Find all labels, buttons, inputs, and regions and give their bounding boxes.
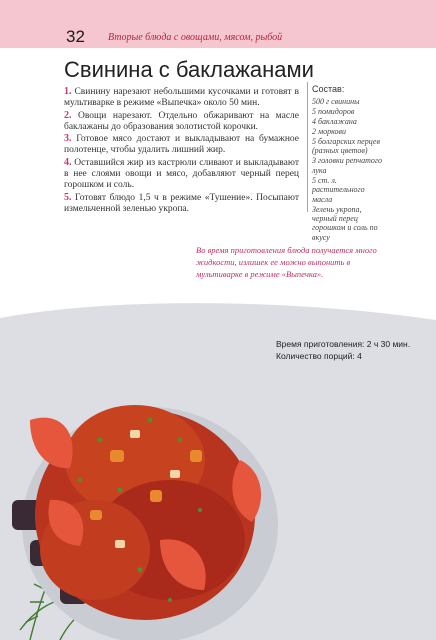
ingredients-divider bbox=[307, 82, 308, 212]
step-item bbox=[64, 86, 299, 110]
ingredient-item: Зелень укропа, черный перец горошком и соль по вкусу bbox=[312, 204, 378, 242]
page-number: 32 bbox=[66, 27, 85, 46]
ingredient-item: 4 баклажана bbox=[312, 117, 357, 126]
step-number: 2. bbox=[64, 109, 72, 121]
ingredient-item: 5 помидоров bbox=[312, 107, 355, 116]
recipe-title: Свинина с баклажанами bbox=[64, 57, 314, 82]
step-item bbox=[64, 157, 299, 192]
step-text: Готовое мясо достают и выкладывают на бумажное полотенце, чтобы удалить лишний жир. bbox=[64, 134, 299, 156]
step-text: Овощи нарезают. Отдельно обжаривают на масле баклажаны до образования золотистой корочки. bbox=[64, 110, 299, 132]
step-text: Оставшийся жир из кастрюли сливают и выкладывают в нее слоями овощи и мясо, добавляют черный перец горошком и соль. bbox=[64, 157, 299, 191]
step-item bbox=[64, 110, 299, 134]
ingredient-item: 5 болгарских перцев (разных цветов) bbox=[312, 137, 380, 156]
ingredients-list bbox=[312, 97, 382, 243]
step-number: 4. bbox=[64, 156, 72, 168]
cooking-note: Во время приготовления блюда получается много жидкости, излишек ее можно выпонить в мультиварке в режиме «Выпечка». bbox=[196, 245, 377, 279]
step-text: Свинину нарезают небольшими кусочками и готовят в мультиварке в режиме «Выпечка» около 50 мин. bbox=[64, 87, 299, 109]
portions-count: Количество порций: 4 bbox=[276, 351, 362, 361]
ingredient-item: 5 ст. л. растительного масла bbox=[312, 175, 365, 204]
ingredients-heading: Состав: bbox=[312, 84, 345, 94]
step-number: 5. bbox=[64, 191, 72, 203]
step-text: Готовят блюдо 1,5 ч в режиме «Тушение». Посыпают измельченной зеленью укропа. bbox=[64, 192, 299, 214]
recipe-steps bbox=[64, 86, 299, 215]
step-number: 1. bbox=[64, 86, 72, 97]
step-item bbox=[64, 133, 299, 157]
cooking-time: Время приготовления: 2 ч 30 мин. bbox=[276, 339, 411, 349]
step-number: 3. bbox=[64, 133, 72, 145]
ingredient-item: 2 моркови bbox=[312, 127, 347, 136]
ingredient-item: 3 головки репчатого лука bbox=[312, 156, 382, 175]
dish-photo bbox=[0, 340, 300, 640]
section-title: Вторые блюда с овощами, мясом, рыбой bbox=[108, 32, 283, 43]
ingredient-item: 500 г свинины bbox=[312, 97, 360, 106]
step-item bbox=[64, 192, 299, 216]
